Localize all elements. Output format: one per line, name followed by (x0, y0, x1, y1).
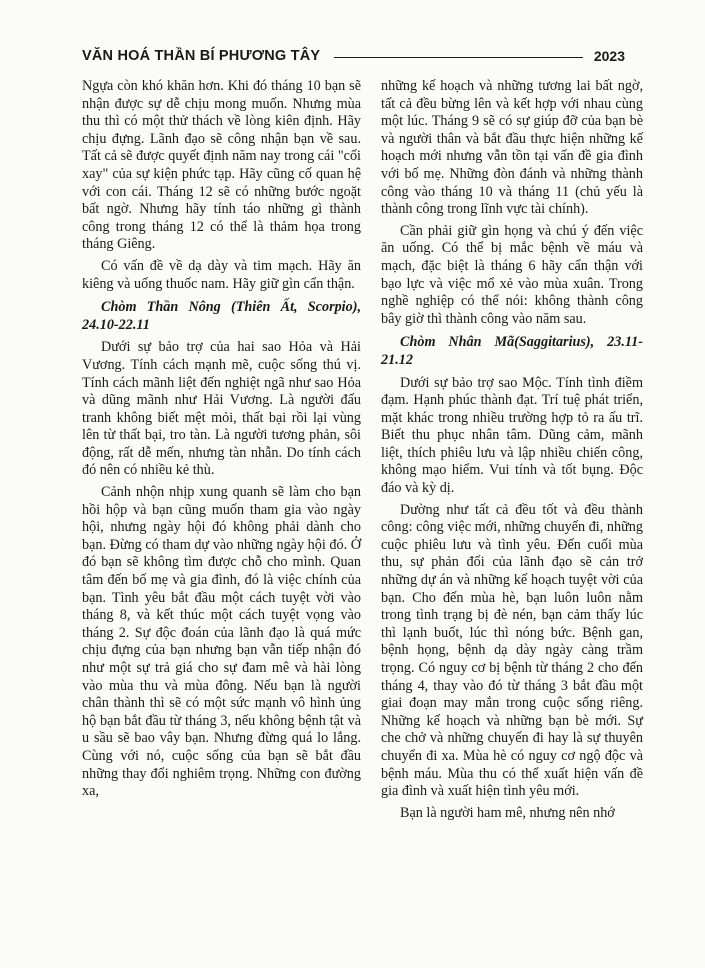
paragraph: Dường như tất cả đều tốt và đều thành công: công việc mới, những chuyến đi, những cuộc phiêu lưu và tình yêu. Đến cuối mùa thu, sự phản đối của lãnh đạo sẽ cản trở những dự án và những kế hoạch tuyệt vời của bạn. Cho đến mùa hè, bạn luôn luôn nằm trong tình trạng bị đè nén, bạn cảm thấy lúc thì lạnh buốt, lúc thì nóng bức. Bệnh gan, bệnh họng, bệnh dạ dày ngày càng trầm trọng. Có nguy cơ bị bệnh từ tháng 2 cho đến tháng 4, thay vào đó từ tháng 3 bắt đầu một giai đoạn may mắn trong cuộc sống riêng. Những kế hoạch và những bạn bè mới. Sự che chở và những chuyến đi hay là sự thuyên chuyển đi xa. Mùa hè có nguy cơ ngộ độc và bệnh máu. Mùa thu có thể xuất hiện vấn đề gia đình và xuất hiện tình yêu mới. (381, 501, 643, 800)
paragraph: Dưới sự bảo trợ của hai sao Hỏa và Hải Vương. Tính cách mạnh mẽ, cuộc sống thú vị. Tính cách mãnh liệt đến nghiệt ngã như sao Hỏa và dũng mãnh như Hải Vương. Là người đấu tranh không biết mệt mỏi, thất bại rồi lại vùng lên từ thất bại, tro tàn. Là người tương phản, sôi động, rất dễ mến, nhưng tàn nhẫn. Do tính cách đó nên có nhiều kẻ thù. (82, 339, 361, 479)
header-year: 2023 (593, 48, 625, 64)
paragraph: Cần phải giữ gìn họng và chú ý đến việc ăn uống. Có thể bị mắc bệnh về máu và mạch, đặc biệt là tháng 6 hãy cẩn thận với bạo lực và việc mổ xẻ vào mùa xuân. Trong nghề nghiệp có thể nói: không thành công bây giờ thì thành công vào năm sau. (381, 222, 643, 327)
paragraph: Dưới sự bảo trợ sao Mộc. Tính tình điềm đạm. Hạnh phúc thành đạt. Trí tuệ phát triển, mặt khác trong nhiều trường hợp tỏ ra ấu trĩ. Biết thu phục nhân tâm. Dũng cảm, mãnh liệt, thích phiêu lưu và lập nhiều chiến công, không mạo hiểm. Vui tính và tốt bụng. Độc đáo và kỳ dị. (381, 374, 643, 497)
section-heading-scorpio: Chòm Thần Nông (Thiên Ất, Scorpio), 24.10-22.11 (82, 299, 361, 333)
book-title: VĂN HOÁ THẦN BÍ PHƯƠNG TÂY (82, 48, 321, 64)
left-column (82, 78, 361, 805)
paragraph: Ngựa còn khó khăn hơn. Khi đó tháng 10 bạn sẽ nhận được sự dễ chịu mong muốn. Nhưng mùa thu thì có một thử thách về lòng kiên định. Hãy chịu đựng. Lãnh đạo sẽ công nhận bạn về sau. Tất cả sẽ được quyết định năm nay trong cái "cối xay" của sự kiện phức tạp. Hãy cũng cố quan hệ với con cái. Tháng 12 sẽ có những bước ngoặt bất ngờ. Nhưng hãy tính táo những gì thành công trong tháng 12 có thể là thảm họa trong tháng Giêng. (82, 78, 361, 253)
paragraph: những kế hoạch và những tương lai bất ngờ, tất cả đều bừng lên và kết hợp với nhau cùng một lúc. Tháng 9 sẽ có sự giúp đỡ của bạn bè và người thân và bắt đầu thực hiện những kế hoạch mới nhưng vẫn tồn tại vấn đề gia đình với bố mẹ. Những đòn đánh và những thành công vào tháng 10 và tháng 11 (chủ yếu là thành công trong lĩnh vực tài chính). (381, 78, 643, 218)
paragraph: Bạn là người ham mê, nhưng nên nhớ (400, 804, 615, 821)
paragraph: Có vấn đề về dạ dày và tim mạch. Hãy ăn kiêng và uống thuốc nam. Hãy giữ gìn cẩn thận. (82, 257, 361, 292)
right-column (381, 78, 643, 826)
header-rule (334, 57, 583, 58)
section-heading-sagittarius: Chòm Nhân Mã(Saggitarius), 23.11-21.12 (381, 334, 643, 368)
paragraph: Cảnh nhộn nhịp xung quanh sẽ làm cho bạn hồi hộp và bạn cũng muốn tham gia vào ngày hội, nhưng ngày hội đó không phải dành cho bạn. Đừng có tham dự vào những ngày hội đó. Ở đó bạn sẽ không tìm được chỗ cho mình. Quan tâm đến bố mẹ và gia đình, đó là việc chính của bạn. Tình yêu bắt đầu một cách tuyệt vời vào tháng 8, và kết thúc một cách tuyệt vọng vào tháng 2. Sự độc đoán của lãnh đạo là quá mức chịu đựng của bạn nhưng bạn vẫn tiếp nhận đó như một sự trả giá cho sự đam mê và hài lòng vào mùa thu và mùa đông. Nếu bạn là người chân thành thì sẽ có một sức mạnh vô hình ủng hộ bạn bắt đầu từ tháng 3, nếu không bệnh tật và u sầu sẽ bao vây bạn. Nhưng đừng quá lo lắng. Cùng với nó, cuộc sống của bạn sẽ bắt đầu những thay đổi nghiêm trọng. Những con đường xa, (82, 484, 361, 800)
running-header (82, 46, 625, 68)
